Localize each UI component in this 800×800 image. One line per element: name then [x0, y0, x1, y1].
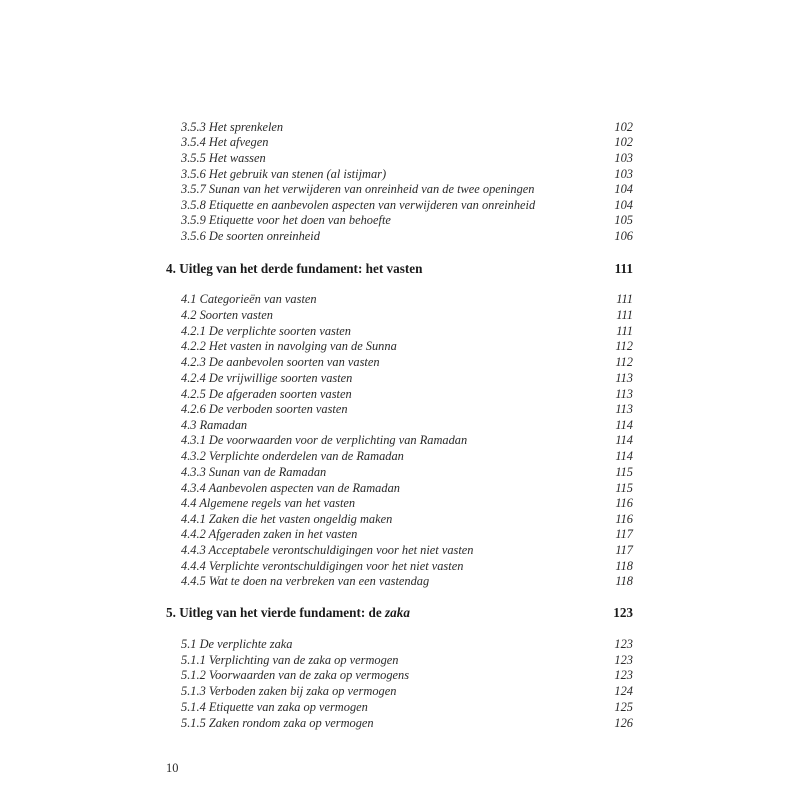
toc-entry — [181, 354, 633, 370]
toc-entry — [181, 166, 633, 182]
toc-entry — [181, 150, 633, 166]
toc-entry-title: 4.2 Soorten vasten — [181, 308, 273, 322]
toc-entry-title: 4.4 Algemene regels van het vasten — [181, 496, 356, 510]
toc-section-heading — [166, 260, 633, 278]
toc-entry-title: 3.5.7 Sunan van het verwijderen van onreinheid van de twee openingen — [181, 182, 535, 196]
toc-page-number: 113 — [615, 371, 633, 385]
toc-entry — [181, 448, 633, 464]
toc-entry-title-group — [166, 604, 410, 622]
toc-entry-title: 3.5.5 Het wassen — [181, 151, 266, 165]
toc-entry-title: 4.4.4 Verplichte verontschuldigingen voor het niet vasten — [181, 559, 464, 573]
toc-entry-title: 5.1.2 Voorwaarden van de zaka op vermogens — [181, 668, 410, 682]
toc-entry-title: 4.2.5 De afgeraden soorten vasten — [181, 387, 352, 401]
toc-entry-title: 4.3 Ramadan — [181, 418, 248, 432]
toc-entry — [181, 558, 633, 574]
toc-page-number: 111 — [616, 324, 633, 338]
toc-page-number: 103 — [614, 151, 633, 165]
page-number: 10 — [166, 761, 179, 775]
toc-entry — [181, 432, 633, 448]
toc-entry-title: 3.5.6 Het gebruik van stenen (al istijmar) — [181, 167, 387, 181]
toc-entry-title: 5.1.4 Etiquette van zaka op vermogen — [181, 700, 368, 714]
toc-entry-title: 5.1 De verplichte zaka — [181, 637, 293, 651]
toc-entry-title: 4.2.6 De verboden soorten vasten — [181, 402, 348, 416]
toc-entry — [181, 683, 633, 699]
toc-page-number: 118 — [615, 574, 633, 588]
toc-entry — [181, 307, 633, 323]
toc-entry-title: 4.2.4 De vrijwillige soorten vasten — [181, 371, 353, 385]
toc-page-number: 105 — [614, 213, 633, 227]
toc-entry-title: 3.5.8 Etiquette en aanbevolen aspecten van verwijderen van onreinheid — [181, 198, 536, 212]
toc-entry — [181, 134, 633, 150]
toc-entry-title: 3.5.6 De soorten onreinheid — [181, 229, 320, 243]
toc-entry — [181, 542, 633, 558]
toc-entry — [181, 464, 633, 480]
toc-page-number: 102 — [614, 135, 633, 149]
toc-entry-title: 4.4.1 Zaken die het vasten ongeldig maken — [181, 512, 393, 526]
toc-page-number: 115 — [615, 481, 633, 495]
toc-entry-title: 4. Uitleg van het derde fundament: het vasten — [166, 261, 423, 276]
toc-page-number: 116 — [615, 512, 633, 526]
toc-entry — [181, 338, 633, 354]
toc-page-number: 125 — [614, 700, 633, 714]
toc-page-number: 111 — [616, 292, 633, 306]
toc-entry — [181, 699, 633, 715]
toc-entry — [181, 181, 633, 197]
toc-entry-title: 5. Uitleg van het vierde fundament: de — [166, 605, 386, 620]
toc-page-number: 113 — [615, 387, 633, 401]
toc-entry-title: 4.2.1 De verplichte soorten vasten — [181, 324, 351, 338]
toc-entry-title: 3.5.9 Etiquette voor het doen van behoefte — [181, 213, 391, 227]
toc-entry — [181, 636, 633, 652]
toc-entry — [181, 291, 633, 307]
toc-entry-title: 4.4.3 Acceptabele verontschuldigingen voor het niet vasten — [181, 543, 474, 557]
toc-page-number: 117 — [615, 543, 633, 557]
toc-entry — [181, 715, 633, 731]
toc-entry — [181, 401, 633, 417]
toc-page-number: 126 — [614, 716, 633, 730]
toc-page-number: 118 — [615, 559, 633, 573]
toc-entry — [181, 495, 633, 511]
toc-page-number: 113 — [615, 402, 633, 416]
toc-page-number: 104 — [614, 198, 633, 212]
toc-entry-title: 4.3.3 Sunan van de Ramadan — [181, 465, 327, 479]
toc-entry — [181, 370, 633, 386]
toc-entry-title-emphasis: zaka — [385, 605, 410, 620]
toc-page-number: 102 — [614, 120, 633, 134]
toc-entry-title: 4.2.2 Het vasten in navolging van de Sunna — [181, 339, 397, 353]
toc-page-number: 111 — [616, 308, 633, 322]
toc-entry-title: 4.2.3 De aanbevolen soorten van vasten — [181, 355, 380, 369]
toc-page-number: 104 — [614, 182, 633, 196]
toc-entry — [181, 212, 633, 228]
toc-entry — [181, 386, 633, 402]
toc-entry — [181, 573, 633, 589]
toc-page-number: 123 — [614, 653, 633, 667]
toc-page-number: 114 — [615, 418, 633, 432]
toc-entry-title: 3.5.3 Het sprenkelen — [181, 120, 284, 134]
toc-entry-title: 3.5.4 Het afvegen — [181, 135, 269, 149]
toc-entry — [181, 119, 633, 135]
toc-page-number: 116 — [615, 496, 633, 510]
toc-entry — [181, 652, 633, 668]
toc-entry — [181, 526, 633, 542]
toc-entry — [181, 417, 633, 433]
toc-page-number: 123 — [613, 605, 633, 620]
toc-page-number: 115 — [615, 465, 633, 479]
toc-entry-title: 4.1 Categorieën van vasten — [181, 292, 317, 306]
toc-entry-title: 4.3.4 Aanbevolen aspecten van de Ramadan — [181, 481, 400, 495]
toc-page-number: 112 — [615, 355, 633, 369]
toc-page-number: 114 — [615, 449, 633, 463]
toc-page-number: 112 — [615, 339, 633, 353]
toc-entry-title: 5.1.1 Verplichting van de zaka op vermogen — [181, 653, 399, 667]
toc-entry — [181, 197, 633, 213]
toc-page-number: 117 — [615, 527, 633, 541]
toc-entry — [181, 511, 633, 527]
toc-entry — [181, 228, 633, 244]
toc-page-number: 114 — [615, 433, 633, 447]
toc-entry — [181, 323, 633, 339]
toc-page-number: 123 — [614, 668, 633, 682]
toc-section-heading — [166, 604, 633, 622]
toc-entry — [181, 480, 633, 496]
toc-page-number: 103 — [614, 167, 633, 181]
toc-entry-title: 5.1.5 Zaken rondom zaka op vermogen — [181, 716, 374, 730]
toc-entry-title: 4.4.5 Wat te doen na verbreken van een vastendag — [181, 574, 430, 588]
toc-page-number: 106 — [614, 229, 633, 243]
toc-entry — [181, 667, 633, 683]
toc-entry-title: 4.4.2 Afgeraden zaken in het vasten — [181, 527, 358, 541]
toc-page-number: 111 — [614, 261, 633, 276]
toc-entry-title: 4.3.2 Verplichte onderdelen van de Ramadan — [181, 449, 404, 463]
toc-entry-title: 4.3.1 De voorwaarden voor de verplichting van Ramadan — [181, 433, 468, 447]
toc-entry-title: 5.1.3 Verboden zaken bij zaka op vermogen — [181, 684, 397, 698]
toc-page-number: 124 — [614, 684, 633, 698]
toc-page-number: 123 — [614, 637, 633, 651]
